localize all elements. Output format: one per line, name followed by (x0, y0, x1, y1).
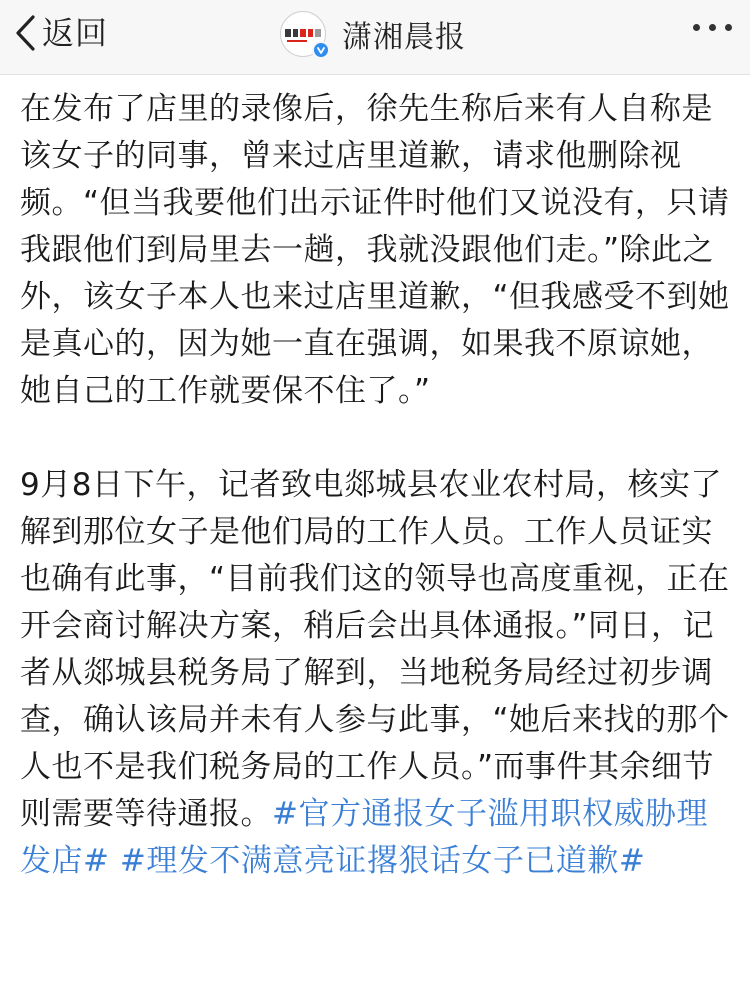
back-label: 返回 (42, 14, 109, 52)
top-navigation-bar (0, 0, 750, 75)
article-paragraph-2-text: 9月8日下午，记者致电郯城县农业农村局，核实了解到那位女子是他们局的工作人员。工作人员证实也确有此事，“目前我们这的领导也高度重视，正在开会商讨解决方案，稍后会出具体通报。”同日，记者从郯城县税务局了解到，当地税务局经过初步调查，确认该局并未有人参与此事，“她后来找的那个人也不是我们税务局的工作人员。”而事件其余细节则需要等待通报。 (20, 467, 730, 832)
chevron-left-icon (14, 14, 36, 52)
back-button[interactable] (14, 8, 108, 58)
article-body (20, 86, 736, 885)
account-name[interactable]: 潇湘晨报 (342, 20, 466, 55)
hashtag-link[interactable]: #官方通报女子滥用职权威胁理发店# (20, 796, 708, 879)
hashtag-link[interactable]: #理发不满意亮证撂狠话女子已道歉# (119, 843, 646, 879)
article-paragraph-1: 在发布了店里的录像后，徐先生称后来有人自称是该女子的同事，曾来过店里道歉，请求他删除视频。“但当我要他们出示证件时他们又说没有，只请我跟他们到局里去一趟，我就没跟他们走。”除此之外，该女子本人也来过店里道歉，“但我感受不到她是真心的，因为她一直在强调，如果我不原谅她，她自己的工作就要保不住了。” (20, 91, 730, 409)
avatar[interactable] (280, 11, 326, 57)
more-dots-icon (725, 24, 732, 31)
more-dots-icon (693, 24, 700, 31)
more-dots-icon (709, 24, 716, 31)
article-paragraph-2 (20, 462, 736, 885)
account-header[interactable] (280, 6, 466, 62)
verified-badge-icon (312, 41, 330, 59)
more-options-button[interactable] (693, 24, 732, 31)
